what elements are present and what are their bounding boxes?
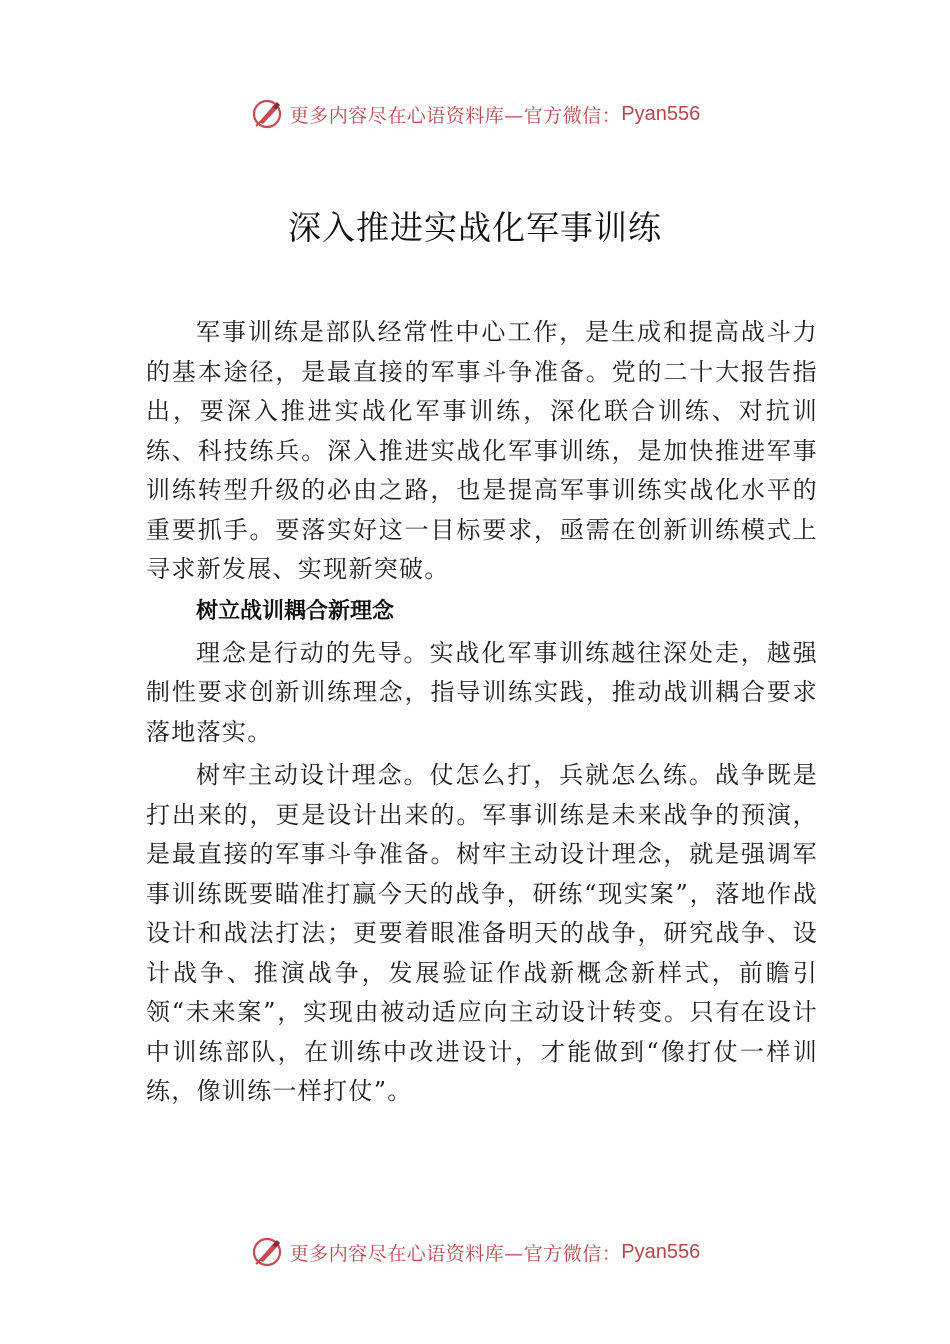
section-heading: 树立战训耦合新理念 [196, 598, 395, 624]
paragraph-1: 理念是行动的先导。实战化军事训练越往深处走，越强制性要求创新训练理念，指导训练实践，推动战训耦合要求落地落实。 [146, 638, 818, 746]
footer-banner [0, 1232, 950, 1272]
wechat-id: Pyan556 [621, 1240, 701, 1263]
header-banner [0, 94, 950, 134]
wechat-id: Pyan556 [621, 102, 701, 125]
intro-paragraph: 军事训练是部队经常性中心工作，是生成和提高战斗力的基本途径，是最直接的军事斗争准备。党的二十大报告指出，要深入推进实战化军事训练，深化联合训练、对抗训练、科技练兵。深入推进实战化军事训练，是加快推进军事训练转型升级的必由之路，也是提高军事训练实战化水平的重要抓手。要落实好这一目标要求，亟需在创新训练模式上寻求新发展、实现新突破。 [146, 318, 818, 583]
document-body [146, 313, 818, 1112]
banner-text: 更多内容尽在心语资料库—官方微信： [289, 1242, 622, 1265]
banner-text: 更多内容尽在心语资料库—官方微信： [289, 104, 622, 127]
paragraph-2: 树牢主动设计理念。仗怎么打，兵就怎么练。战争既是打出来的，更是设计出来的。军事训练是未来战争的预演，是最直接的军事斗争准备。树牢主动设计理念，就是强调军事训练既要瞄准打赢今天的战争，研练“现实案”，落地作战设计和战法打法；更要着眼准备明天的战争，研究战争、设计战争、推演战争，发展验证作战新概念新样式，前瞻引领“未来案”，实现由被动适应向主动设计转变。只有在设计中训练部队，在训练中改进设计，才能做到“像打仗一样训练，像训练一样打仗”。 [146, 761, 818, 1105]
document-title: 深入推进实战化军事训练 [288, 208, 662, 247]
pen-nib-logo-icon [250, 1235, 284, 1269]
pen-nib-logo-icon [250, 97, 284, 131]
